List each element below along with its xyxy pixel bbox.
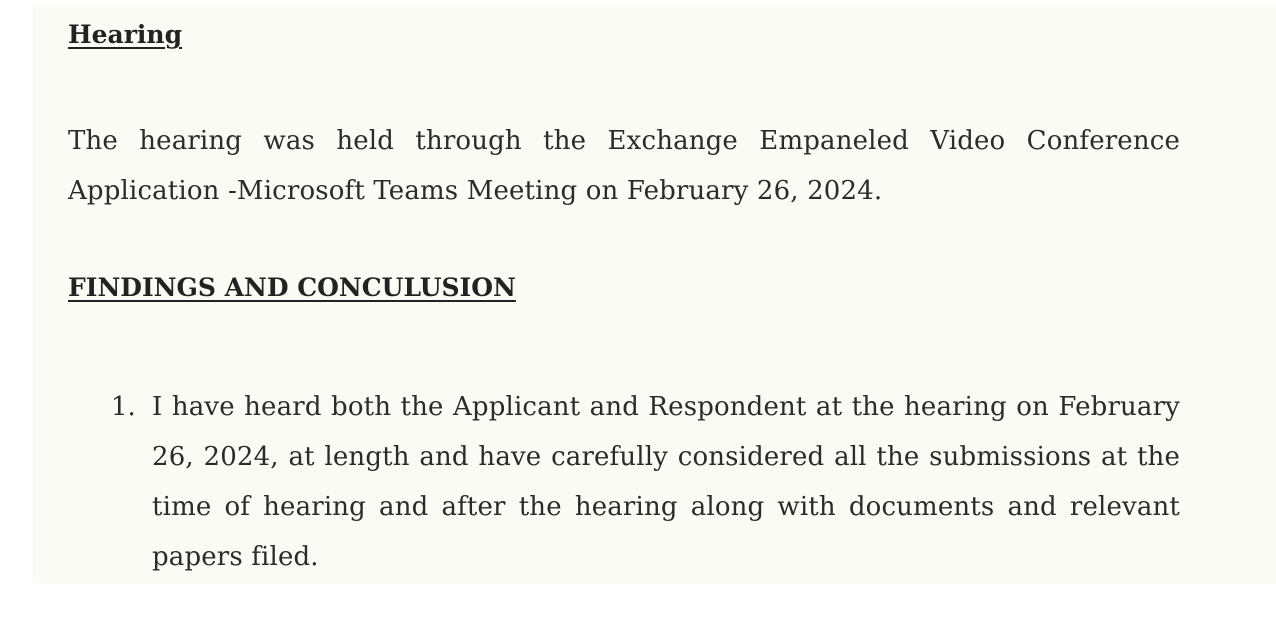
hearing-heading: Hearing [68, 20, 183, 49]
findings-heading: FINDINGS AND CONCULUSION [68, 273, 516, 302]
list-item-number: 1. [111, 392, 136, 422]
document-page [33, 5, 1276, 583]
list-item-text: I have heard both the Applicant and Respondent at the hearing on February 26, 2024, at length and have carefully considered all the submissions at the time of hearing and after the hearing along with documents and relevant papers filed. [152, 392, 1180, 572]
hearing-paragraph: The hearing was held through the Exchange Empaneled Video Conference Application -Microsoft Teams Meeting on February 26, 2024. [68, 126, 1180, 206]
